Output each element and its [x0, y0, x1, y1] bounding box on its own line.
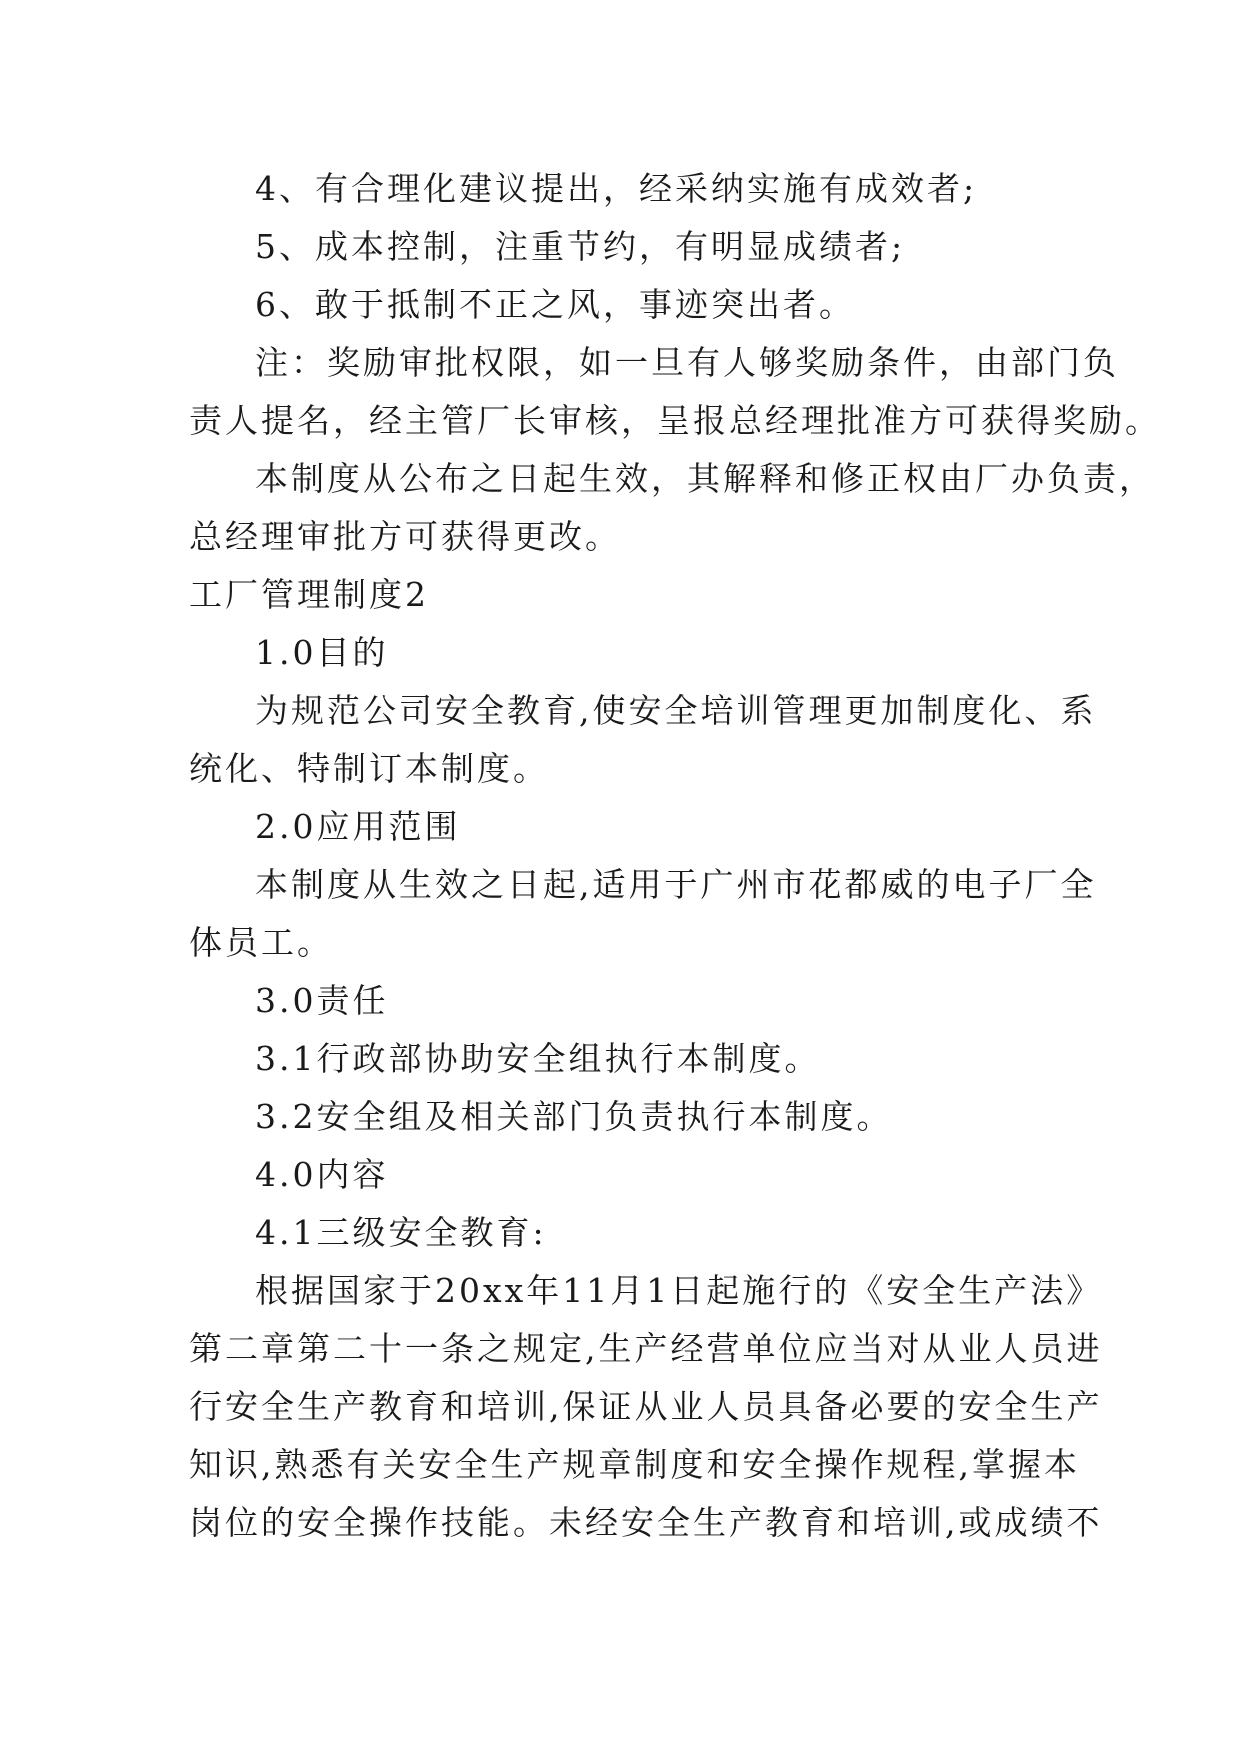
purpose-paragraph-line-2: 统化、特制订本制度。	[189, 749, 549, 788]
effective-paragraph-line-2: 总经理审批方可获得更改。	[189, 517, 621, 556]
responsibility-item-3-1: 3.1行政部协助安全组执行本制度。	[255, 1039, 821, 1078]
responsibility-item-3-2: 3.2安全组及相关部门负责执行本制度。	[255, 1097, 893, 1136]
scope-paragraph-line-2: 体员工。	[189, 923, 333, 962]
education-paragraph-line-5: 岗位的安全操作技能。未经安全生产教育和培训,或成绩不	[189, 1503, 1103, 1542]
document-body	[189, 160, 1161, 1552]
subheading-purpose: 1.0目的	[255, 633, 389, 672]
subheading-content: 4.0内容	[255, 1155, 389, 1194]
education-paragraph-line-1: 根据国家于20xx年11月1日起施行的《安全生产法》	[255, 1271, 1103, 1310]
effective-paragraph-line-1: 本制度从公布之日起生效，其解释和修正权由厂办负责，	[255, 459, 1155, 498]
list-item-4: 4、有合理化建议提出，经采纳实施有成效者;	[255, 169, 978, 208]
purpose-paragraph-line-1: 为规范公司安全教育,使安全培训管理更加制度化、系	[255, 691, 1097, 730]
section-title: 工厂管理制度2	[189, 575, 429, 614]
scope-paragraph-line-1: 本制度从生效之日起,适用于广州市花都威的电子厂全	[255, 865, 1097, 904]
subheading-scope: 2.0应用范围	[255, 807, 461, 846]
list-item-5: 5、成本控制，注重节约，有明显成绩者;	[255, 227, 906, 266]
education-paragraph-line-2: 第二章第二十一条之规定,生产经营单位应当对从业人员进	[189, 1329, 1103, 1368]
subheading-responsibility: 3.0责任	[255, 981, 389, 1020]
education-paragraph-line-4: 知识,熟悉有关安全生产规章制度和安全操作规程,掌握本	[189, 1445, 1080, 1484]
subheading-three-level-education: 4.1三级安全教育:	[255, 1213, 547, 1252]
note-paragraph-line-2: 责人提名，经主管厂长审核，呈报总经理批准方可获得奖励。	[189, 401, 1161, 440]
education-paragraph-line-3: 行安全生产教育和培训,保证从业人员具备必要的安全生产	[189, 1387, 1103, 1426]
list-item-6: 6、敢于抵制不正之风，事迹突出者。	[255, 285, 855, 324]
note-paragraph-line-1: 注：奖励审批权限，如一旦有人够奖励条件，由部门负	[255, 343, 1119, 382]
